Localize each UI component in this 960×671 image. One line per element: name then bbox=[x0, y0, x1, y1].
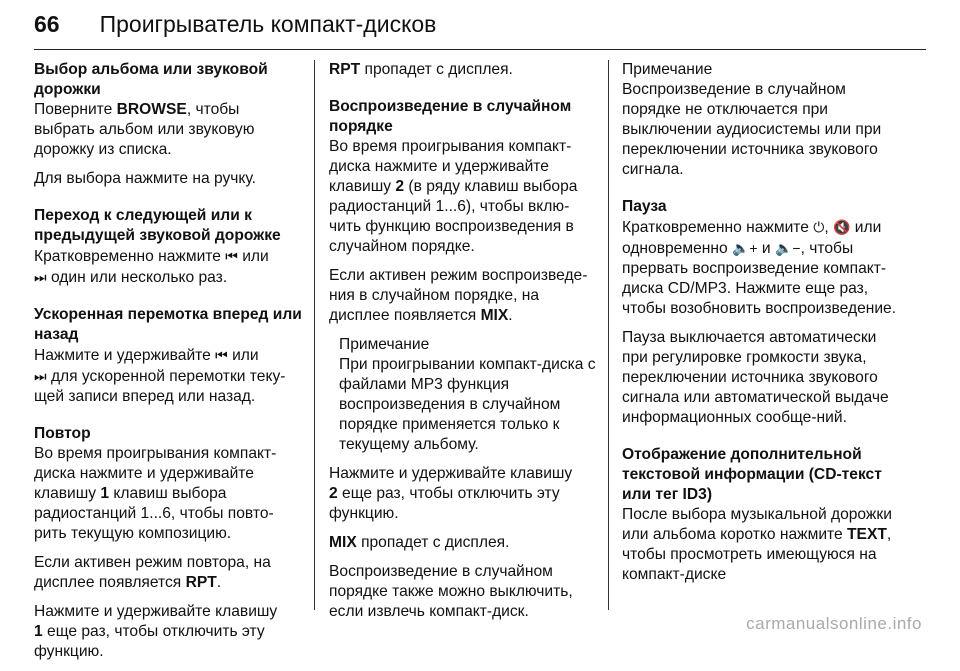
column-2 bbox=[329, 60, 599, 631]
section-heading-album-select: Выбор альбома или звуковой дорожки bbox=[34, 61, 268, 98]
watermark: carmanualsonline.info bbox=[746, 614, 922, 633]
header-rule bbox=[34, 49, 926, 50]
volume-down-icon: 🔈− bbox=[774, 240, 801, 256]
paragraph: Если активен режим воспроизведе-ния в случайном порядке, на дисплее появляется MIX. bbox=[329, 267, 588, 324]
column-divider-2 bbox=[608, 60, 609, 610]
skip-forward-icon: ⏭ bbox=[34, 269, 47, 285]
display-label-mix: MIX bbox=[329, 534, 357, 551]
key-label-2: 2 bbox=[395, 178, 405, 195]
column-3 bbox=[622, 60, 900, 594]
paragraph: RPT пропадет с дисплея. bbox=[329, 61, 513, 78]
paragraph: Пауза выключается автоматически при регулировке громкости звука, переключении источника звукового сигнала или автоматической выдаче информационных сообще-ний. bbox=[622, 329, 889, 426]
skip-forward-icon: ⏭ bbox=[34, 368, 47, 384]
section-heading-pause: Пауза bbox=[622, 198, 667, 215]
note-block bbox=[329, 335, 599, 455]
paragraph: Нажмите и удерживайте клавишу 2 еще раз, чтобы отключить эту функцию. bbox=[329, 465, 573, 522]
power-icon: ⏻ bbox=[813, 219, 825, 235]
paragraph: Нажмите и удерживайте клавишу 1 еще раз, чтобы отключить эту функцию. bbox=[34, 603, 278, 660]
note-label: Примечание bbox=[339, 336, 430, 353]
display-label-rpt: RPT bbox=[329, 61, 361, 78]
section-heading-fast-wind: Ускоренная перемотка вперед или назад bbox=[34, 306, 302, 343]
note-block bbox=[622, 60, 900, 180]
key-label-text: TEXT bbox=[847, 526, 887, 543]
note-text: Воспроизведение в случайном порядке не отключается при выключении аудиосистемы или при переключении источника звукового сигнала. bbox=[622, 81, 882, 178]
paragraph: Воспроизведение в случайном порядке также можно выключить, если извлечь компакт-диск. bbox=[329, 563, 573, 620]
section-heading-track-skip: Переход к следующей или к предыдущей звуковой дорожке bbox=[34, 207, 281, 244]
volume-up-icon: 🔈+ bbox=[731, 240, 758, 256]
note-label: Примечание bbox=[622, 61, 713, 78]
column-1 bbox=[34, 60, 304, 671]
key-label-browse: BROWSE bbox=[116, 101, 187, 118]
mute-icon: 🔇 bbox=[833, 219, 851, 235]
skip-back-icon: ⏮ bbox=[225, 248, 238, 264]
page-title: Проигрыватель компакт-дисков bbox=[99, 10, 437, 37]
paragraph: MIX пропадет с дисплея. bbox=[329, 534, 510, 551]
paragraph: Поверните BROWSE, чтобы выбрать альбом или звуковую дорожку из списка. bbox=[34, 101, 255, 158]
paragraph: Для выбора нажмите на ручку. bbox=[34, 170, 256, 187]
paragraph: Если активен режим повтора, на дисплее появляется RPT. bbox=[34, 554, 271, 591]
key-label-2: 2 bbox=[329, 485, 338, 502]
section-heading-text-info: Отображение дополнительной текстовой информации (CD-текст или тег ID3) bbox=[622, 446, 882, 503]
paragraph: Нажмите и удерживайте ⏮ или ⏭ для ускоренной перемотки теку-щей записи вперед или назад. bbox=[34, 347, 286, 405]
paragraph: Во время проигрывания компакт-диска нажмите и удерживайте клавишу 1 клавиш выбора радиостанций 1...6, чтобы повто-рить текущую композицию. bbox=[34, 445, 277, 542]
skip-back-icon: ⏮ bbox=[215, 347, 228, 363]
page-number: 66 bbox=[34, 10, 60, 37]
paragraph: Кратковременно нажмите ⏮ или ⏭ один или несколько раз. bbox=[34, 248, 269, 286]
paragraph: Во время проигрывания компакт-диска нажмите и удерживайте клавишу 2 (в ряду клавиш выбора радиостанций 1...6), чтобы вклю-чить функцию воспроизведения в случайном порядке. bbox=[329, 138, 578, 255]
display-label-mix: MIX bbox=[480, 307, 509, 324]
column-divider-1 bbox=[314, 60, 315, 610]
page-header bbox=[34, 4, 926, 44]
section-heading-shuffle: Воспроизведение в случайном порядке bbox=[329, 98, 572, 135]
display-label-rpt: RPT bbox=[185, 574, 217, 591]
section-heading-repeat: Повтор bbox=[34, 425, 91, 442]
paragraph: Кратковременно нажмите ⏻, 🔇 или одновременно 🔈+ и 🔈−, чтобы прервать воспроизведение компакт-диска CD/MP3. Нажмите еще раз, чтобы возобновить воспроизведение. bbox=[622, 219, 897, 317]
key-label-1: 1 bbox=[34, 623, 43, 640]
note-text: При проигрывании компакт-диска с файлами MP3 функция воспроизведения в случайном порядке применяется только к текущему альбому. bbox=[339, 356, 596, 453]
paragraph: После выбора музыкальной дорожки или альбома коротко нажмите TEXT, чтобы просмотреть имеющуюся на компакт-диске bbox=[622, 506, 892, 583]
key-label-1: 1 bbox=[100, 485, 110, 502]
